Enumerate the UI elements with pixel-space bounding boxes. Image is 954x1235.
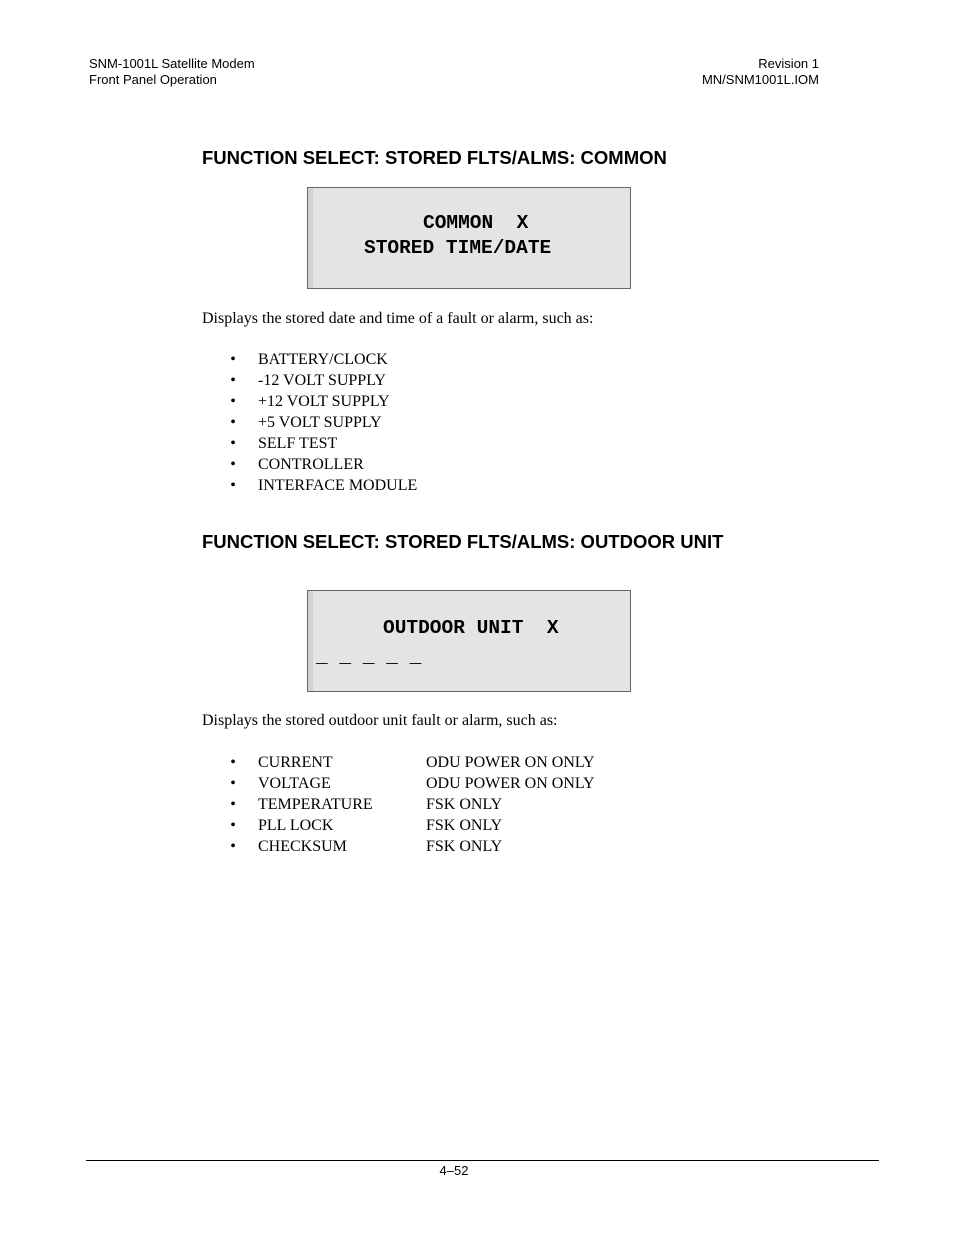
lcd-line-2: _ _ _ _ _ <box>316 646 422 668</box>
running-header-left <box>89 56 255 88</box>
bullet-icon: • <box>230 817 236 834</box>
section-paragraph-outdoor-unit: Displays the stored outdoor unit fault or alarm, such as: <box>202 712 558 729</box>
bullet-icon: • <box>230 414 236 431</box>
running-header-right <box>702 56 819 88</box>
bullet-icon: • <box>230 435 236 452</box>
section-paragraph-common: Displays the stored date and time of a fault or alarm, such as: <box>202 310 594 327</box>
bullet-icon: • <box>230 754 236 771</box>
lcd-line-2: STORED TIME/DATE <box>364 237 552 259</box>
bullet-icon: • <box>230 351 236 368</box>
lcd-display-outdoor-unit <box>307 590 631 692</box>
bullet-icon: • <box>230 456 236 473</box>
footer-divider <box>86 1160 879 1161</box>
lcd-line-1: COMMON X <box>423 212 529 234</box>
revision-label: Revision 1 <box>758 56 819 71</box>
bullet-icon: • <box>230 775 236 792</box>
document-title: SNM-1001L Satellite Modem <box>89 56 255 71</box>
bullet-icon: • <box>230 393 236 410</box>
page-number: 4–52 <box>439 1163 469 1178</box>
section-heading-common: FUNCTION SELECT: STORED FLTS/ALMS: COMMON <box>202 147 667 168</box>
bullet-icon: • <box>230 477 236 494</box>
section-heading-outdoor-unit: FUNCTION SELECT: STORED FLTS/ALMS: OUTDOOR UNIT <box>202 531 724 552</box>
chapter-title: Front Panel Operation <box>89 72 217 87</box>
lcd-display-common <box>307 187 631 289</box>
document-number: MN/SNM1001L.IOM <box>701 72 819 87</box>
bullet-icon: • <box>230 796 236 813</box>
bullet-icon: • <box>230 838 236 855</box>
bullet-icon: • <box>230 372 236 389</box>
lcd-line-1: OUTDOOR UNIT X <box>383 617 559 639</box>
